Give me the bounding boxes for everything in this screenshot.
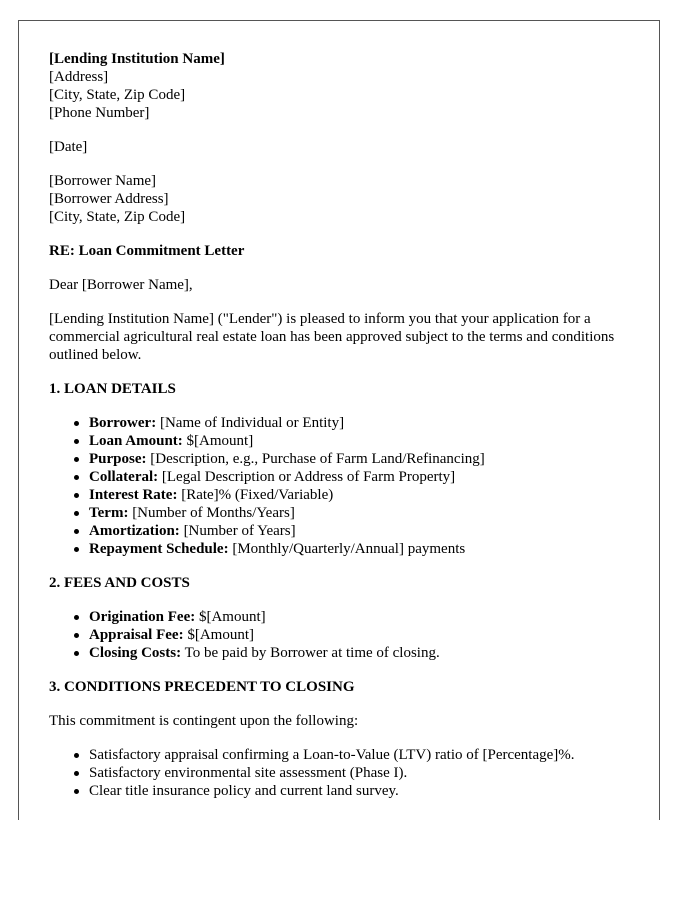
list-item <box>89 764 639 782</box>
item-label: Amortization: <box>89 523 180 539</box>
list-item <box>89 746 639 764</box>
item-label: Interest Rate: <box>89 487 178 503</box>
lender-address: [Address] <box>49 69 109 85</box>
item-value: To be paid by Borrower at time of closing. <box>181 645 440 661</box>
item-value: $[Amount] <box>195 609 266 625</box>
section-heading-conditions: 3. CONDITIONS PRECEDENT TO CLOSING <box>49 679 355 695</box>
item-value: [Rate]% (Fixed/Variable) <box>177 487 334 503</box>
borrower-address-block <box>49 172 639 226</box>
item-value: $[Amount] <box>183 627 254 643</box>
lender-city-state-zip: [City, State, Zip Code] <box>49 87 186 103</box>
letter-page <box>18 20 660 820</box>
item-label: Purpose: <box>89 451 147 467</box>
item-label: Loan Amount: <box>89 433 183 449</box>
list-item <box>89 432 639 450</box>
list-item <box>89 540 639 558</box>
item-value: [Description, e.g., Purchase of Farm Land/Refinancing] <box>146 451 485 467</box>
list-item <box>89 486 639 504</box>
item-label: Collateral: <box>89 469 159 485</box>
intro-paragraph: [Lending Institution Name] ("Lender") is pleased to inform you that your application for a commercial agricultural real estate loan has been approved subject to the terms and conditions outlined below. <box>49 311 615 363</box>
item-label: Origination Fee: <box>89 609 196 625</box>
fees-list <box>49 608 639 662</box>
list-item <box>89 450 639 468</box>
list-item <box>89 782 639 800</box>
item-value: [Name of Individual or Entity] <box>156 415 345 431</box>
list-item <box>89 414 639 432</box>
item-value: Satisfactory environmental site assessment (Phase I). <box>89 765 408 781</box>
item-value: [Number of Months/Years] <box>128 505 295 521</box>
list-item <box>89 468 639 486</box>
item-value: $[Amount] <box>182 433 254 449</box>
conditions-intro: This commitment is contingent upon the following: <box>49 713 359 729</box>
section-heading-loan-details: 1. LOAN DETAILS <box>49 381 176 397</box>
item-value: [Number of Years] <box>179 523 296 539</box>
letter-date: [Date] <box>49 139 88 155</box>
item-value: [Monthly/Quarterly/Annual] payments <box>228 541 466 557</box>
borrower-name: [Borrower Name] <box>49 173 157 189</box>
lender-phone: [Phone Number] <box>49 105 150 121</box>
borrower-address: [Borrower Address] <box>49 191 169 207</box>
item-label: Closing Costs: <box>89 645 182 661</box>
item-label: Term: <box>89 505 129 521</box>
item-value: Satisfactory appraisal confirming a Loan-to-Value (LTV) ratio of [Percentage]%. <box>89 747 575 763</box>
loan-details-list <box>49 414 639 558</box>
letter-content <box>49 50 639 816</box>
list-item <box>89 608 639 626</box>
list-item <box>89 644 639 662</box>
list-item <box>89 522 639 540</box>
item-value: [Legal Description or Address of Farm Property] <box>158 469 456 485</box>
borrower-city-state-zip: [City, State, Zip Code] <box>49 209 186 225</box>
lender-address-block <box>49 50 639 122</box>
section-heading-fees-and-costs: 2. FEES AND COSTS <box>49 575 190 591</box>
conditions-list <box>49 746 639 800</box>
list-item <box>89 504 639 522</box>
salutation: Dear [Borrower Name], <box>49 277 193 293</box>
item-label: Appraisal Fee: <box>89 627 184 643</box>
item-label: Borrower: <box>89 415 157 431</box>
item-value: Clear title insurance policy and current land survey. <box>89 783 399 799</box>
re-line: RE: Loan Commitment Letter <box>49 243 245 259</box>
item-label: Repayment Schedule: <box>89 541 229 557</box>
list-item <box>89 626 639 644</box>
lender-name: [Lending Institution Name] <box>49 51 225 67</box>
